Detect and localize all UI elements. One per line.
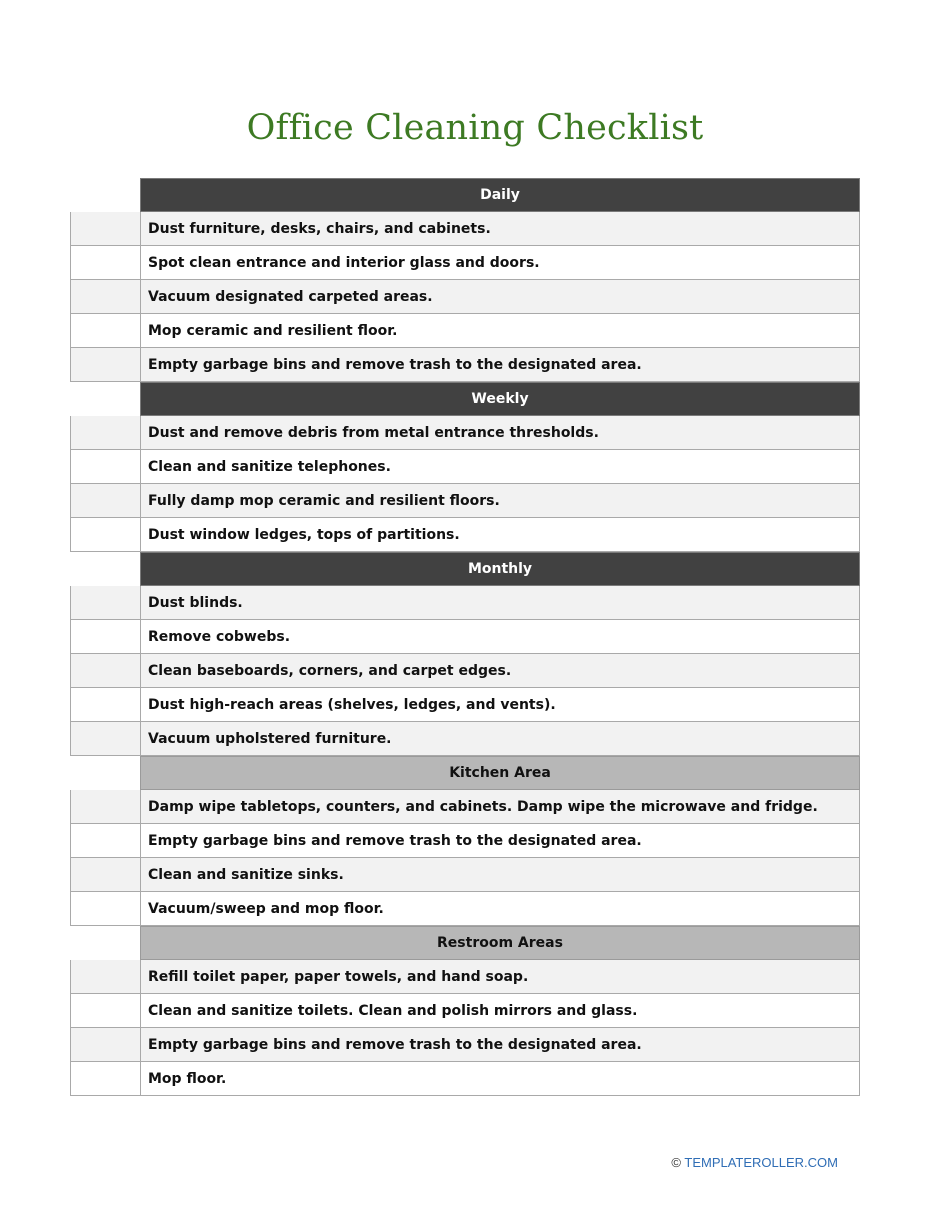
- section-heading: Weekly: [140, 382, 860, 416]
- checkbox-cell[interactable]: [70, 654, 140, 688]
- checkbox-cell[interactable]: [70, 416, 140, 450]
- checkbox-cell[interactable]: [70, 858, 140, 892]
- checklist-row: [70, 654, 860, 688]
- header-spacer: [70, 756, 140, 790]
- checklist-row: [70, 960, 860, 994]
- task-text: Clean and sanitize telephones.: [140, 450, 860, 484]
- checkbox-cell[interactable]: [70, 1062, 140, 1096]
- task-text: Vacuum designated carpeted areas.: [140, 280, 860, 314]
- checklist-row: [70, 620, 860, 654]
- checklist-row: [70, 994, 860, 1028]
- task-text: Clean and sanitize sinks.: [140, 858, 860, 892]
- checklist-row: [70, 858, 860, 892]
- checkbox-cell[interactable]: [70, 722, 140, 756]
- checkbox-cell[interactable]: [70, 892, 140, 926]
- section-header: [70, 178, 860, 212]
- task-text: Remove cobwebs.: [140, 620, 860, 654]
- task-text: Clean and sanitize toilets. Clean and polish mirrors and glass.: [140, 994, 860, 1028]
- task-text: Damp wipe tabletops, counters, and cabinets. Damp wipe the microwave and fridge.: [140, 790, 860, 824]
- task-text: Spot clean entrance and interior glass and doors.: [140, 246, 860, 280]
- checklist-table: [70, 178, 860, 1096]
- checklist-row: [70, 586, 860, 620]
- task-text: Dust and remove debris from metal entrance thresholds.: [140, 416, 860, 450]
- checklist-row: [70, 246, 860, 280]
- checklist-row: [70, 212, 860, 246]
- task-text: Mop ceramic and resilient floor.: [140, 314, 860, 348]
- checklist-row: [70, 722, 860, 756]
- section-header: [70, 756, 860, 790]
- section-header: [70, 926, 860, 960]
- checklist-row: [70, 348, 860, 382]
- checklist-row: [70, 790, 860, 824]
- checklist-row: [70, 824, 860, 858]
- header-spacer: [70, 382, 140, 416]
- checkbox-cell[interactable]: [70, 620, 140, 654]
- checkbox-cell[interactable]: [70, 212, 140, 246]
- checklist-row: [70, 518, 860, 552]
- checkbox-cell[interactable]: [70, 586, 140, 620]
- task-text: Dust furniture, desks, chairs, and cabinets.: [140, 212, 860, 246]
- section-header: [70, 382, 860, 416]
- task-text: Empty garbage bins and remove trash to the designated area.: [140, 824, 860, 858]
- task-text: Fully damp mop ceramic and resilient floors.: [140, 484, 860, 518]
- checkbox-cell[interactable]: [70, 314, 140, 348]
- copyright-symbol: ©: [671, 1155, 681, 1170]
- section-heading: Kitchen Area: [140, 756, 860, 790]
- checkbox-cell[interactable]: [70, 246, 140, 280]
- templateroller-link[interactable]: TEMPLATEROLLER.COM: [684, 1155, 838, 1170]
- checkbox-cell[interactable]: [70, 518, 140, 552]
- section-heading: Monthly: [140, 552, 860, 586]
- checklist-row: [70, 280, 860, 314]
- task-text: Refill toilet paper, paper towels, and hand soap.: [140, 960, 860, 994]
- checklist-row: [70, 1028, 860, 1062]
- checklist-row: [70, 688, 860, 722]
- checklist-row: [70, 314, 860, 348]
- checklist-row: [70, 484, 860, 518]
- section-heading: Daily: [140, 178, 860, 212]
- header-spacer: [70, 552, 140, 586]
- task-text: Dust window ledges, tops of partitions.: [140, 518, 860, 552]
- checkbox-cell[interactable]: [70, 824, 140, 858]
- checklist-row: [70, 1062, 860, 1096]
- checkbox-cell[interactable]: [70, 348, 140, 382]
- checkbox-cell[interactable]: [70, 790, 140, 824]
- task-text: Empty garbage bins and remove trash to the designated area.: [140, 348, 860, 382]
- section-header: [70, 552, 860, 586]
- checklist-row: [70, 450, 860, 484]
- task-text: Mop floor.: [140, 1062, 860, 1096]
- task-text: Vacuum upholstered furniture.: [140, 722, 860, 756]
- checkbox-cell[interactable]: [70, 960, 140, 994]
- task-text: Vacuum/sweep and mop floor.: [140, 892, 860, 926]
- checkbox-cell[interactable]: [70, 484, 140, 518]
- footer: [671, 1155, 838, 1170]
- task-text: Empty garbage bins and remove trash to the designated area.: [140, 1028, 860, 1062]
- checklist-row: [70, 892, 860, 926]
- page-title: Office Cleaning Checklist: [246, 108, 704, 148]
- header-spacer: [70, 178, 140, 212]
- checkbox-cell[interactable]: [70, 450, 140, 484]
- task-text: Clean baseboards, corners, and carpet edges.: [140, 654, 860, 688]
- checkbox-cell[interactable]: [70, 1028, 140, 1062]
- task-text: Dust high-reach areas (shelves, ledges, and vents).: [140, 688, 860, 722]
- checkbox-cell[interactable]: [70, 994, 140, 1028]
- checkbox-cell[interactable]: [70, 280, 140, 314]
- checkbox-cell[interactable]: [70, 688, 140, 722]
- section-heading: Restroom Areas: [140, 926, 860, 960]
- header-spacer: [70, 926, 140, 960]
- task-text: Dust blinds.: [140, 586, 860, 620]
- checklist-row: [70, 416, 860, 450]
